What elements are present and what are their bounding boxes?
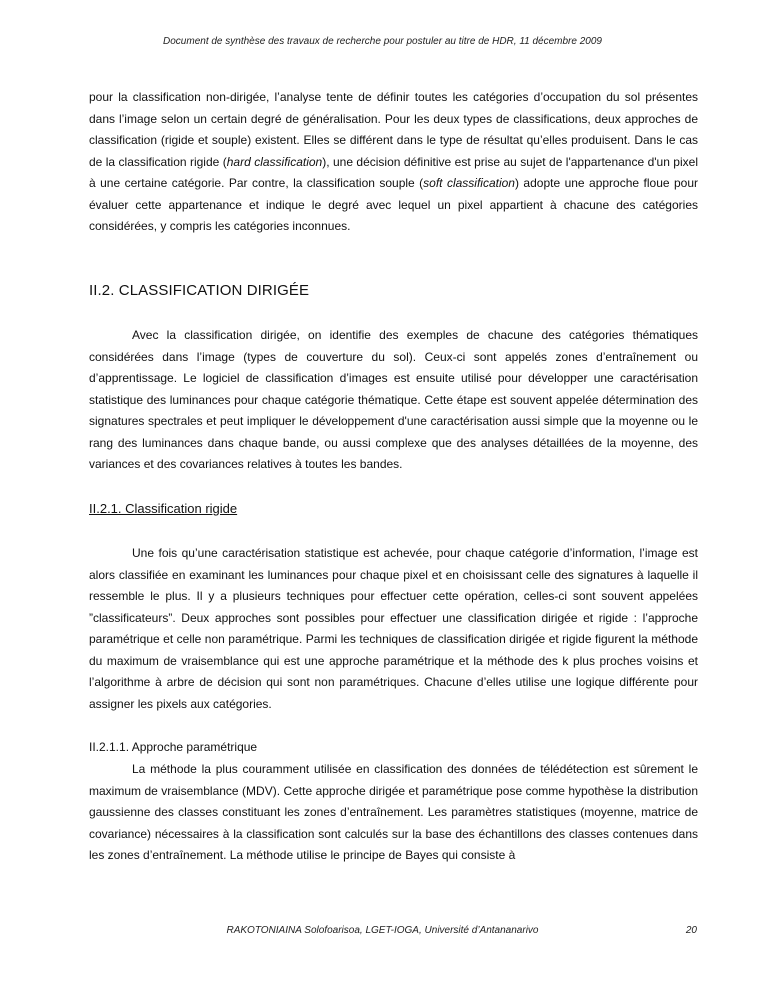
section-ii211-body	[89, 759, 698, 867]
intro-paragraph-block	[89, 87, 698, 238]
section-ii2-body	[89, 325, 698, 476]
intro-text-c: ) adopte une approche floue pour évaluer cette appartenance et indique le degré avec lequel un pixel appartient à chacune des catégories considérées, y compris les catégories inconnues.	[89, 176, 698, 233]
intro-paragraph	[89, 87, 698, 238]
running-header: Document de synthèse des travaux de recherche pour postuler au titre de HDR, 11 décembre 2009	[163, 36, 602, 47]
section-heading-ii211: II.2.1.1. Approche paramétrique	[89, 740, 258, 754]
section-ii21-paragraph: Une fois qu’une caractérisation statistique est achevée, pour chaque catégorie d’information, l’image est alors classifiée en examinant les luminances pour chaque pixel et en choisissant celle des signatures à laquelle il ressemble le plus. Il y a plusieurs techniques pour effectuer cette opération, celles-ci sont souvent appelées ”classificateurs”. Deux approches sont possibles pour effectuer une classification dirigée et rigide : l’approche paramétrique et celle non paramétrique. Parmi les techniques de classification dirigée et rigide figurent la méthode du maximum de vraisemblance qui est une approche paramétrique et la méthode des k plus proches voisins et l’algorithme à arbre de décision qui sont non paramétriques. Chacune d’elles utilise une logique différente pour assigner les pixels aux catégories.	[89, 546, 698, 711]
section-ii21-body	[89, 543, 698, 715]
section-ii211-paragraph: La méthode la plus couramment utilisée en classification des données de télédétection est sûrement le maximum de vraisemblance (MDV). Cette approche dirigée et paramétrique pose comme hypothèse la distribution gaussienne des classes constituant les zones d’entraînement. Les paramètres statistiques (moyenne, matrice de covariance) nécessaires à la classification sont calculés sur la base des échantillons des classes contenues dans les zones d’entraînement. La méthode utilise le principe de Bayes qui consiste à	[89, 762, 698, 862]
intro-text-a: pour la classification non-dirigée, l’analyse tente de définir toutes les catégories d’occupation du sol présentes dans l’image selon un certain degré de généralisation. Pour les deux types de classifications, deux approches de classification (rigide et souple) existent. Elles se différent dans le type de résultat qu’elles produisent. Dans le cas de la classification rigide (	[89, 90, 698, 169]
intro-text-b: ), une décision définitive est prise au sujet de l'appartenance d'un pixel à une certaine catégorie. Par contre, la classification souple (	[89, 154, 698, 190]
hard-classification-term: hard classification	[226, 154, 323, 169]
footer-author: RAKOTONIAINA Solofoarisoa, LGET-IOGA, Université d’Antananarivo	[226, 925, 539, 936]
soft-classification-term: soft classification	[423, 176, 515, 190]
section-ii2-paragraph: Avec la classification dirigée, on identifie des exemples de chacune des catégories thématiques considérées dans l’image (types de couverture du sol). Ceux-ci sont appelés zones d’entraînement ou d’apprentissage. Le logiciel de classification d’images est ensuite utilisé pour développer une caractérisation statistique des luminances pour chaque catégorie thématique. Cette étape est souvent appelée détermination des signatures spectrales et peut impliquer le développement d'une caractérisation aussi simple que la moyenne ou le rang des luminances dans chaque bande, ou aussi complexe que des analyses détaillées de la moyenne, des variances et des covariances relatives à toutes les bandes.	[89, 328, 698, 471]
page-number: 20	[685, 925, 697, 936]
section-heading-ii2: II.2. CLASSIFICATION DIRIGÉE	[89, 282, 310, 299]
section-heading-ii21: II.2.1. Classification rigide	[89, 501, 238, 516]
